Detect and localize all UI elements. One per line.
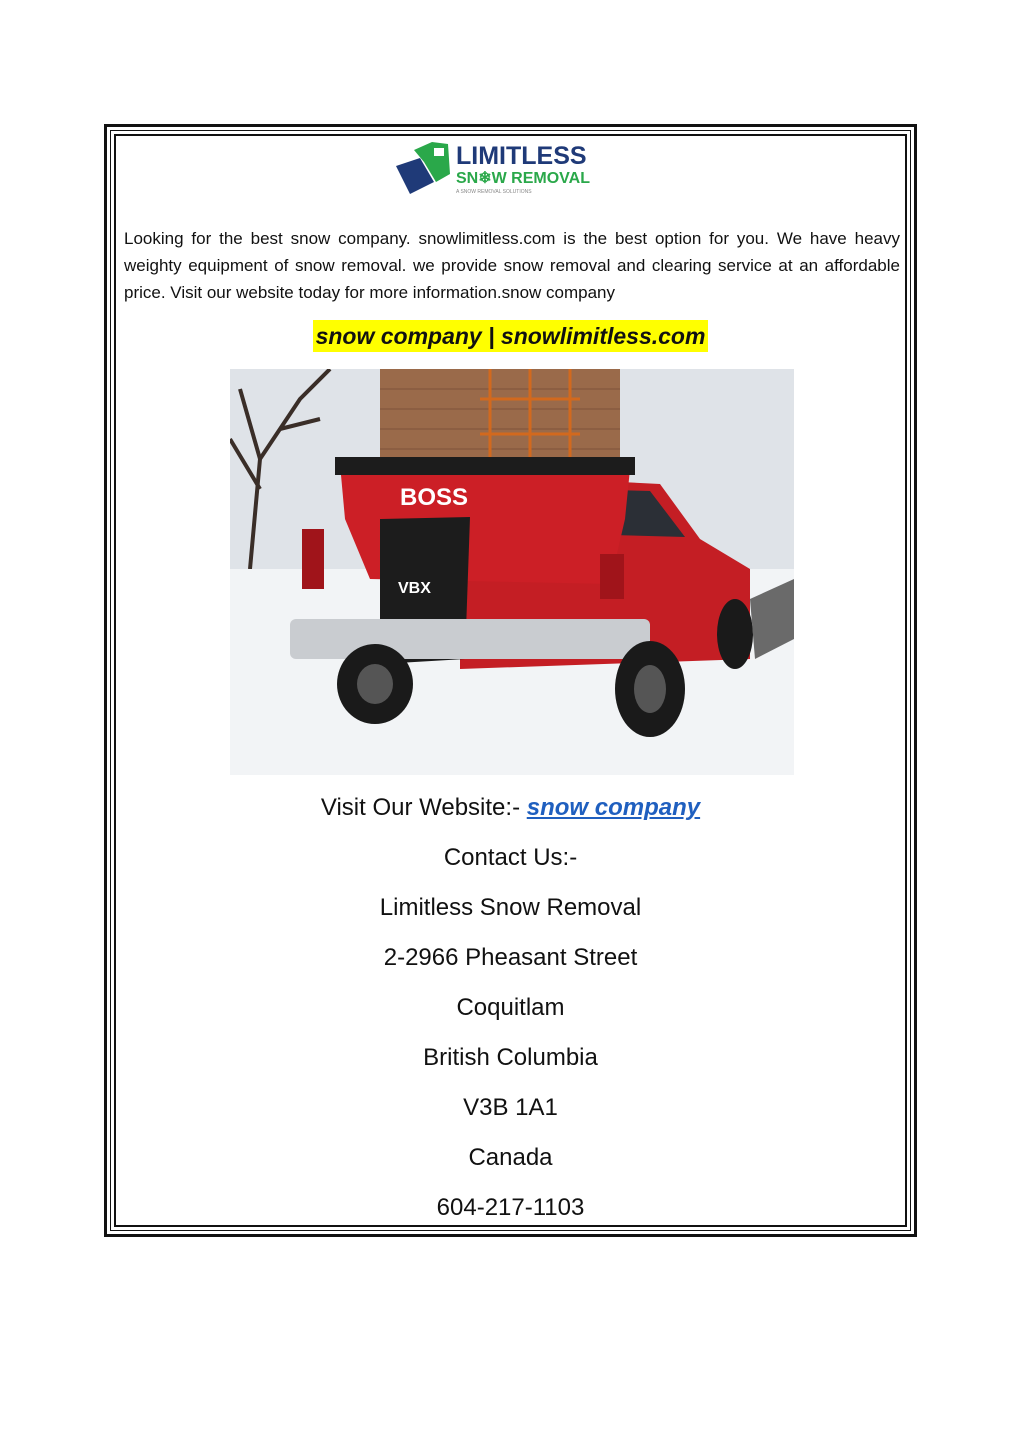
- logo-line1: LIMITLESS: [456, 142, 587, 170]
- company-logo: [390, 138, 622, 200]
- website-link[interactable]: snow company: [526, 794, 701, 821]
- truck-spreader-photo: [230, 369, 794, 775]
- country: Canada: [468, 1144, 553, 1171]
- logo-line2: SN❄W REMOVAL: [456, 170, 590, 187]
- intro-paragraph: Looking for the best snow company. snowlimitless.com is the best option for you. We have heavy weighty equipment of snow removal. we provide snow removal and clearing service at an affordable price. Visit our website today for more information.snow company: [124, 229, 900, 302]
- logo-tagline: A SNOW REMOVAL SOLUTIONS: [456, 189, 532, 195]
- headline-container: [104, 320, 917, 352]
- contact-label: Contact Us:-: [443, 844, 578, 871]
- front-tire: [717, 599, 753, 669]
- logo-window-shape: [434, 148, 444, 156]
- postal-code: V3B 1A1: [463, 1094, 558, 1121]
- website-line: [104, 793, 917, 823]
- chrome-bumper: [290, 619, 650, 659]
- city: Coquitlam: [456, 994, 565, 1021]
- vbx-model-text: VBX: [398, 580, 431, 597]
- boss-brand-text: BOSS: [400, 484, 469, 511]
- province: British Columbia: [423, 1044, 598, 1071]
- street-address: 2-2966 Pheasant Street: [383, 944, 638, 971]
- phone-number: 604-217-1103: [436, 1194, 585, 1221]
- website-label: Visit Our Website:-: [320, 794, 521, 821]
- company-name: Limitless Snow Removal: [379, 894, 642, 921]
- highlighted-headline: snow company | snowlimitless.com: [313, 320, 709, 352]
